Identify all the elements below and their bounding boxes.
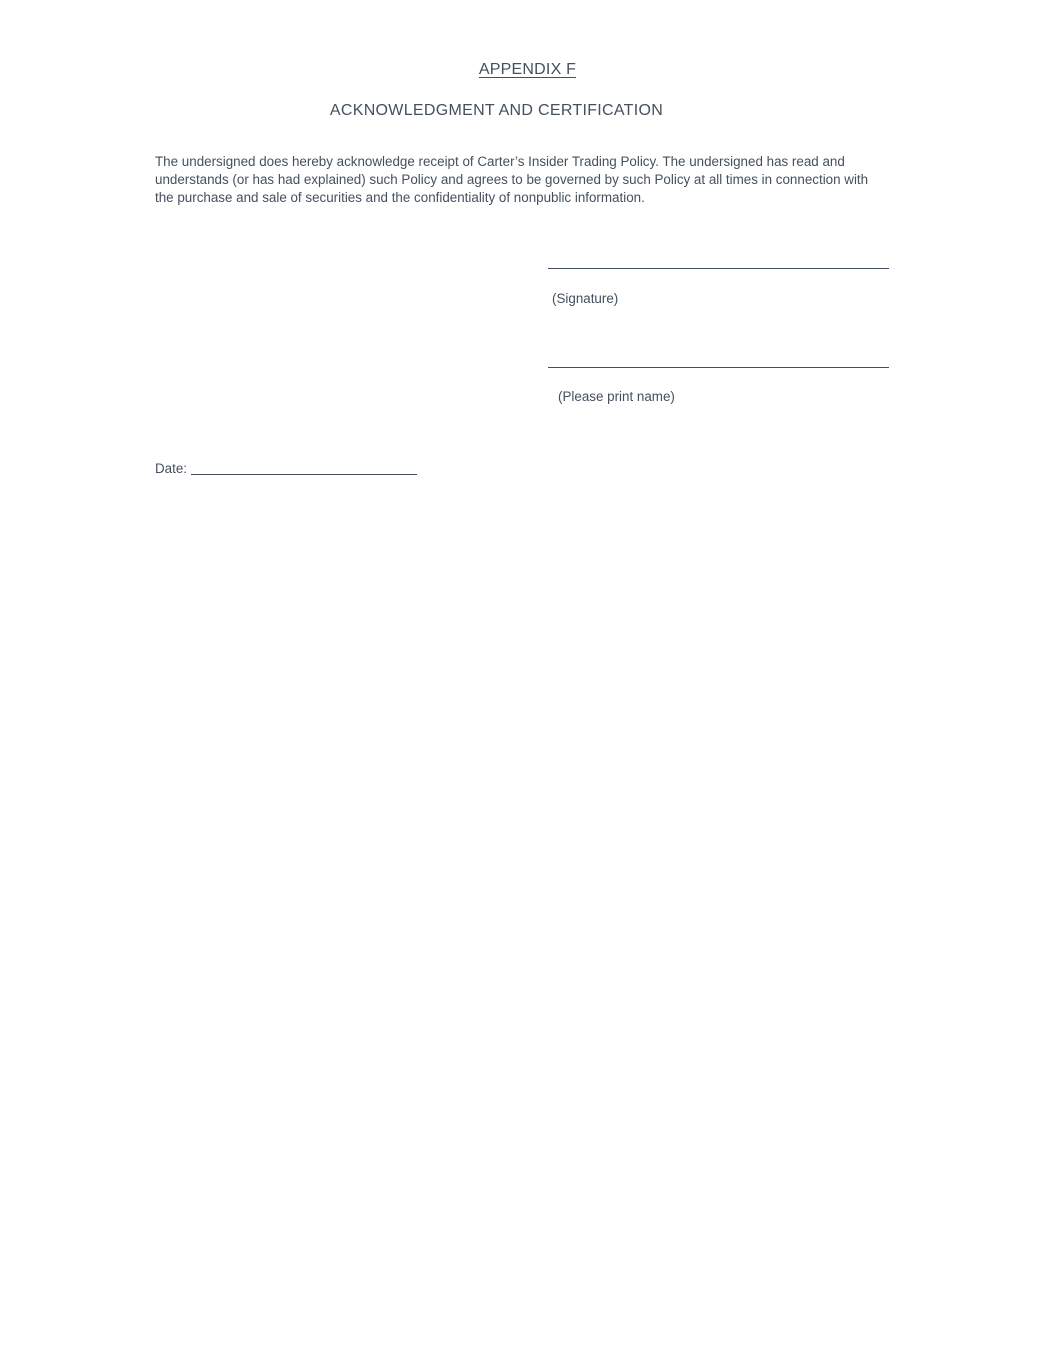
date-row xyxy=(155,461,417,476)
date-line[interactable] xyxy=(191,474,417,475)
appendix-title xyxy=(0,61,1055,79)
appendix-title-text: APPENDIX F xyxy=(478,61,577,78)
date-label: Date: xyxy=(155,461,188,476)
print-name-label: (Please print name) xyxy=(558,389,675,404)
signature-label: (Signature) xyxy=(552,291,619,306)
print-name-line[interactable] xyxy=(548,367,889,368)
acknowledgment-paragraph: The undersigned does hereby acknowledge receipt of Carter’s Insider Trading Policy. The undersigned has read and understands (or has had explained) such Policy and agrees to be governed by such Policy at all times in connection with the purchase and sale of securities and the confidentiality of nonpublic information. xyxy=(155,154,869,205)
section-heading: ACKNOWLEDGMENT AND CERTIFICATION xyxy=(329,102,664,119)
signature-line[interactable] xyxy=(548,268,889,269)
